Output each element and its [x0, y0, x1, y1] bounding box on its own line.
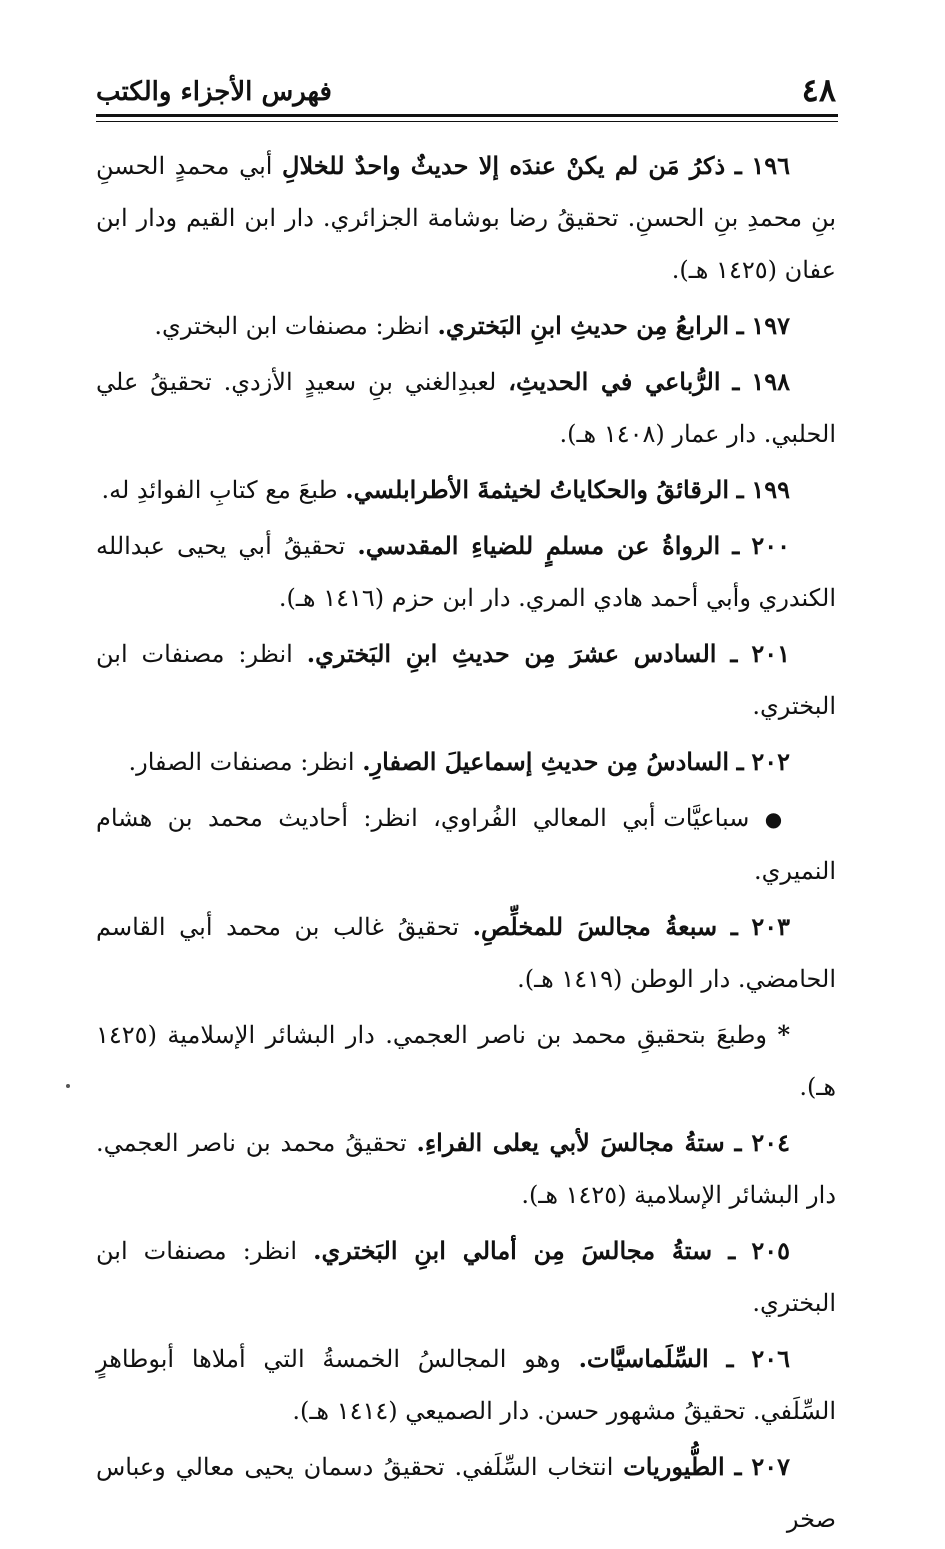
entry-details: انظر: مصنفات ابن البختري.: [96, 1237, 836, 1317]
entry-200: [96, 520, 836, 624]
entry-details: وهو المجالسُ الخمسةُ التي أملاها أبوطاهرٍ السِّلَفي. تحقيقُ مشهور حسن. دار الصميعي (١٤١٤ هـ).: [96, 1345, 836, 1425]
entry-details: لعبدِالغني بنِ سعيدٍ الأزدي. تحقيقُ علي الحلبي. دار عمار (١٤٠٨ هـ).: [96, 368, 836, 448]
entry-details: انتخاب السِّلَفي. تحقيقُ دسمان يحيى معالي وعباس صخر: [96, 1453, 836, 1533]
entry-number: ٢٠٥: [751, 1236, 790, 1265]
entry-dash: ـ: [726, 1344, 734, 1373]
entry-title: السِّلَماسيَّات.: [578, 1344, 709, 1373]
entry-number: ٢٠٧: [751, 1452, 790, 1481]
entry-206: [96, 1333, 836, 1437]
page-number: ٤٨: [801, 71, 836, 109]
entry-title: ذكرُ مَن لم يكنْ عندَه إلا حديثٌ واحدٌ للخلالِ: [282, 151, 726, 180]
entry-number: ٢٠٤: [751, 1128, 791, 1157]
entry-dash: ـ: [734, 151, 742, 180]
entry-details: طبعَ مع كتابِ الفوائدِ له.: [101, 476, 338, 504]
entry-title: ستةُ مجالسَ مِن أمالي ابنِ البَختري.: [313, 1236, 713, 1265]
entry-details: تحقيقُ محمد بن ناصر العجمي. دار البشائر الإسلامية (١٤٢٥ هـ).: [96, 1129, 836, 1209]
bullet-icon: ●: [764, 807, 790, 831]
entry-title: الرُّباعي في الحديثِ،: [508, 367, 721, 396]
entry-dash: ـ: [734, 1128, 742, 1157]
entry-number: ٢٠٢: [751, 747, 790, 776]
page-header: [96, 70, 836, 112]
entry-details: أبي محمدٍ الحسنِ بنِ محمدِ بنِ الحسنِ. تحقيقُ رضا بوشامة الجزائري. دار ابن القيم ودار ابن عفان (١٤٢٥ هـ).: [96, 152, 836, 284]
entry-197: [96, 300, 836, 352]
entry-203: [96, 901, 836, 1005]
header-rule-thick: [96, 114, 838, 117]
note-entry-text: وطبعَ بتحقيقِ محمد بن ناصر العجمي. دار البشائر الإسلامية (١٤٢٥ هـ).: [96, 1021, 836, 1101]
entry-number: ٢٠٠: [751, 531, 790, 560]
entry-title: سبعةُ مجالسَ للمخلِّصِ.: [472, 912, 718, 941]
entry-details: انظر: مصنفات ابن البختري.: [96, 640, 836, 720]
entry-number: ١٩٧: [751, 311, 790, 340]
entry-number: ٢٠٦: [751, 1344, 790, 1373]
entry-201: [96, 628, 836, 732]
entry-title: السادسُ مِن حديثِ إسماعيلَ الصفارِ.: [362, 747, 730, 776]
entry-dash: ـ: [736, 311, 744, 340]
entry-title: السادس عشرَ مِن حديثِ ابنِ البَختري.: [306, 639, 717, 668]
bullet-entry: [96, 792, 836, 897]
entry-title: الطُّيوريات: [623, 1452, 725, 1481]
entry-details: انظر: مصنفات الصفار.: [128, 748, 355, 776]
asterisk-icon: *: [777, 1020, 790, 1049]
entry-dash: ـ: [736, 747, 744, 776]
entry-199: [96, 464, 836, 516]
entry-number: ١٩٨: [751, 367, 790, 396]
entry-202: [96, 736, 836, 788]
entry-205: [96, 1225, 836, 1329]
entry-dash: ـ: [732, 367, 740, 396]
entry-dash: ـ: [730, 912, 738, 941]
entry-details: انظر: مصنفات ابن البختري.: [154, 312, 430, 340]
entry-number: ١٩٦: [751, 151, 790, 180]
scan-speck: [66, 1084, 70, 1088]
entry-title: الرقائقُ والحكاياتُ لخيثمةَ الأطرابلسي.: [345, 475, 730, 504]
entry-number: ٢٠٣: [751, 912, 791, 941]
entry-dash: ـ: [736, 475, 744, 504]
entry-196: [96, 140, 836, 296]
entry-dash: ـ: [732, 531, 740, 560]
entry-dash: ـ: [734, 1452, 742, 1481]
entry-title: ستةُ مجالسَ لأبي يعلى الفراءِ.: [416, 1128, 725, 1157]
entry-number: ١٩٩: [751, 475, 790, 504]
bullet-entry-text: سباعيَّات أبي المعالي الفُراوي، انظر: أحاديث محمد بن هشام النميري.: [96, 804, 836, 885]
entry-details: تحقيقُ أبي يحيى عبدالله الكندري وأبي أحمد هادي المري. دار ابن حزم (١٤١٦ هـ).: [96, 532, 836, 612]
entry-198: [96, 356, 836, 460]
running-title: فهرس الأجزاء والكتب: [96, 77, 332, 107]
entry-204: [96, 1117, 836, 1221]
note-entry: [96, 1009, 836, 1113]
entry-207: [96, 1441, 836, 1545]
header-rule-thin: [96, 121, 838, 122]
entry-details: تحقيقُ غالب بن محمد أبي القاسم الحامضي. دار الوطن (١٤١٩ هـ).: [96, 913, 836, 993]
entry-dash: ـ: [728, 1236, 736, 1265]
entry-number: ٢٠١: [751, 639, 790, 668]
index-entries: [96, 140, 836, 1549]
entry-dash: ـ: [730, 639, 738, 668]
entry-title: الرواةُ عن مسلمٍ للضياءِ المقدسي.: [357, 531, 721, 560]
entry-title: الرابعُ مِن حديثِ ابنِ البَختري.: [437, 311, 730, 340]
